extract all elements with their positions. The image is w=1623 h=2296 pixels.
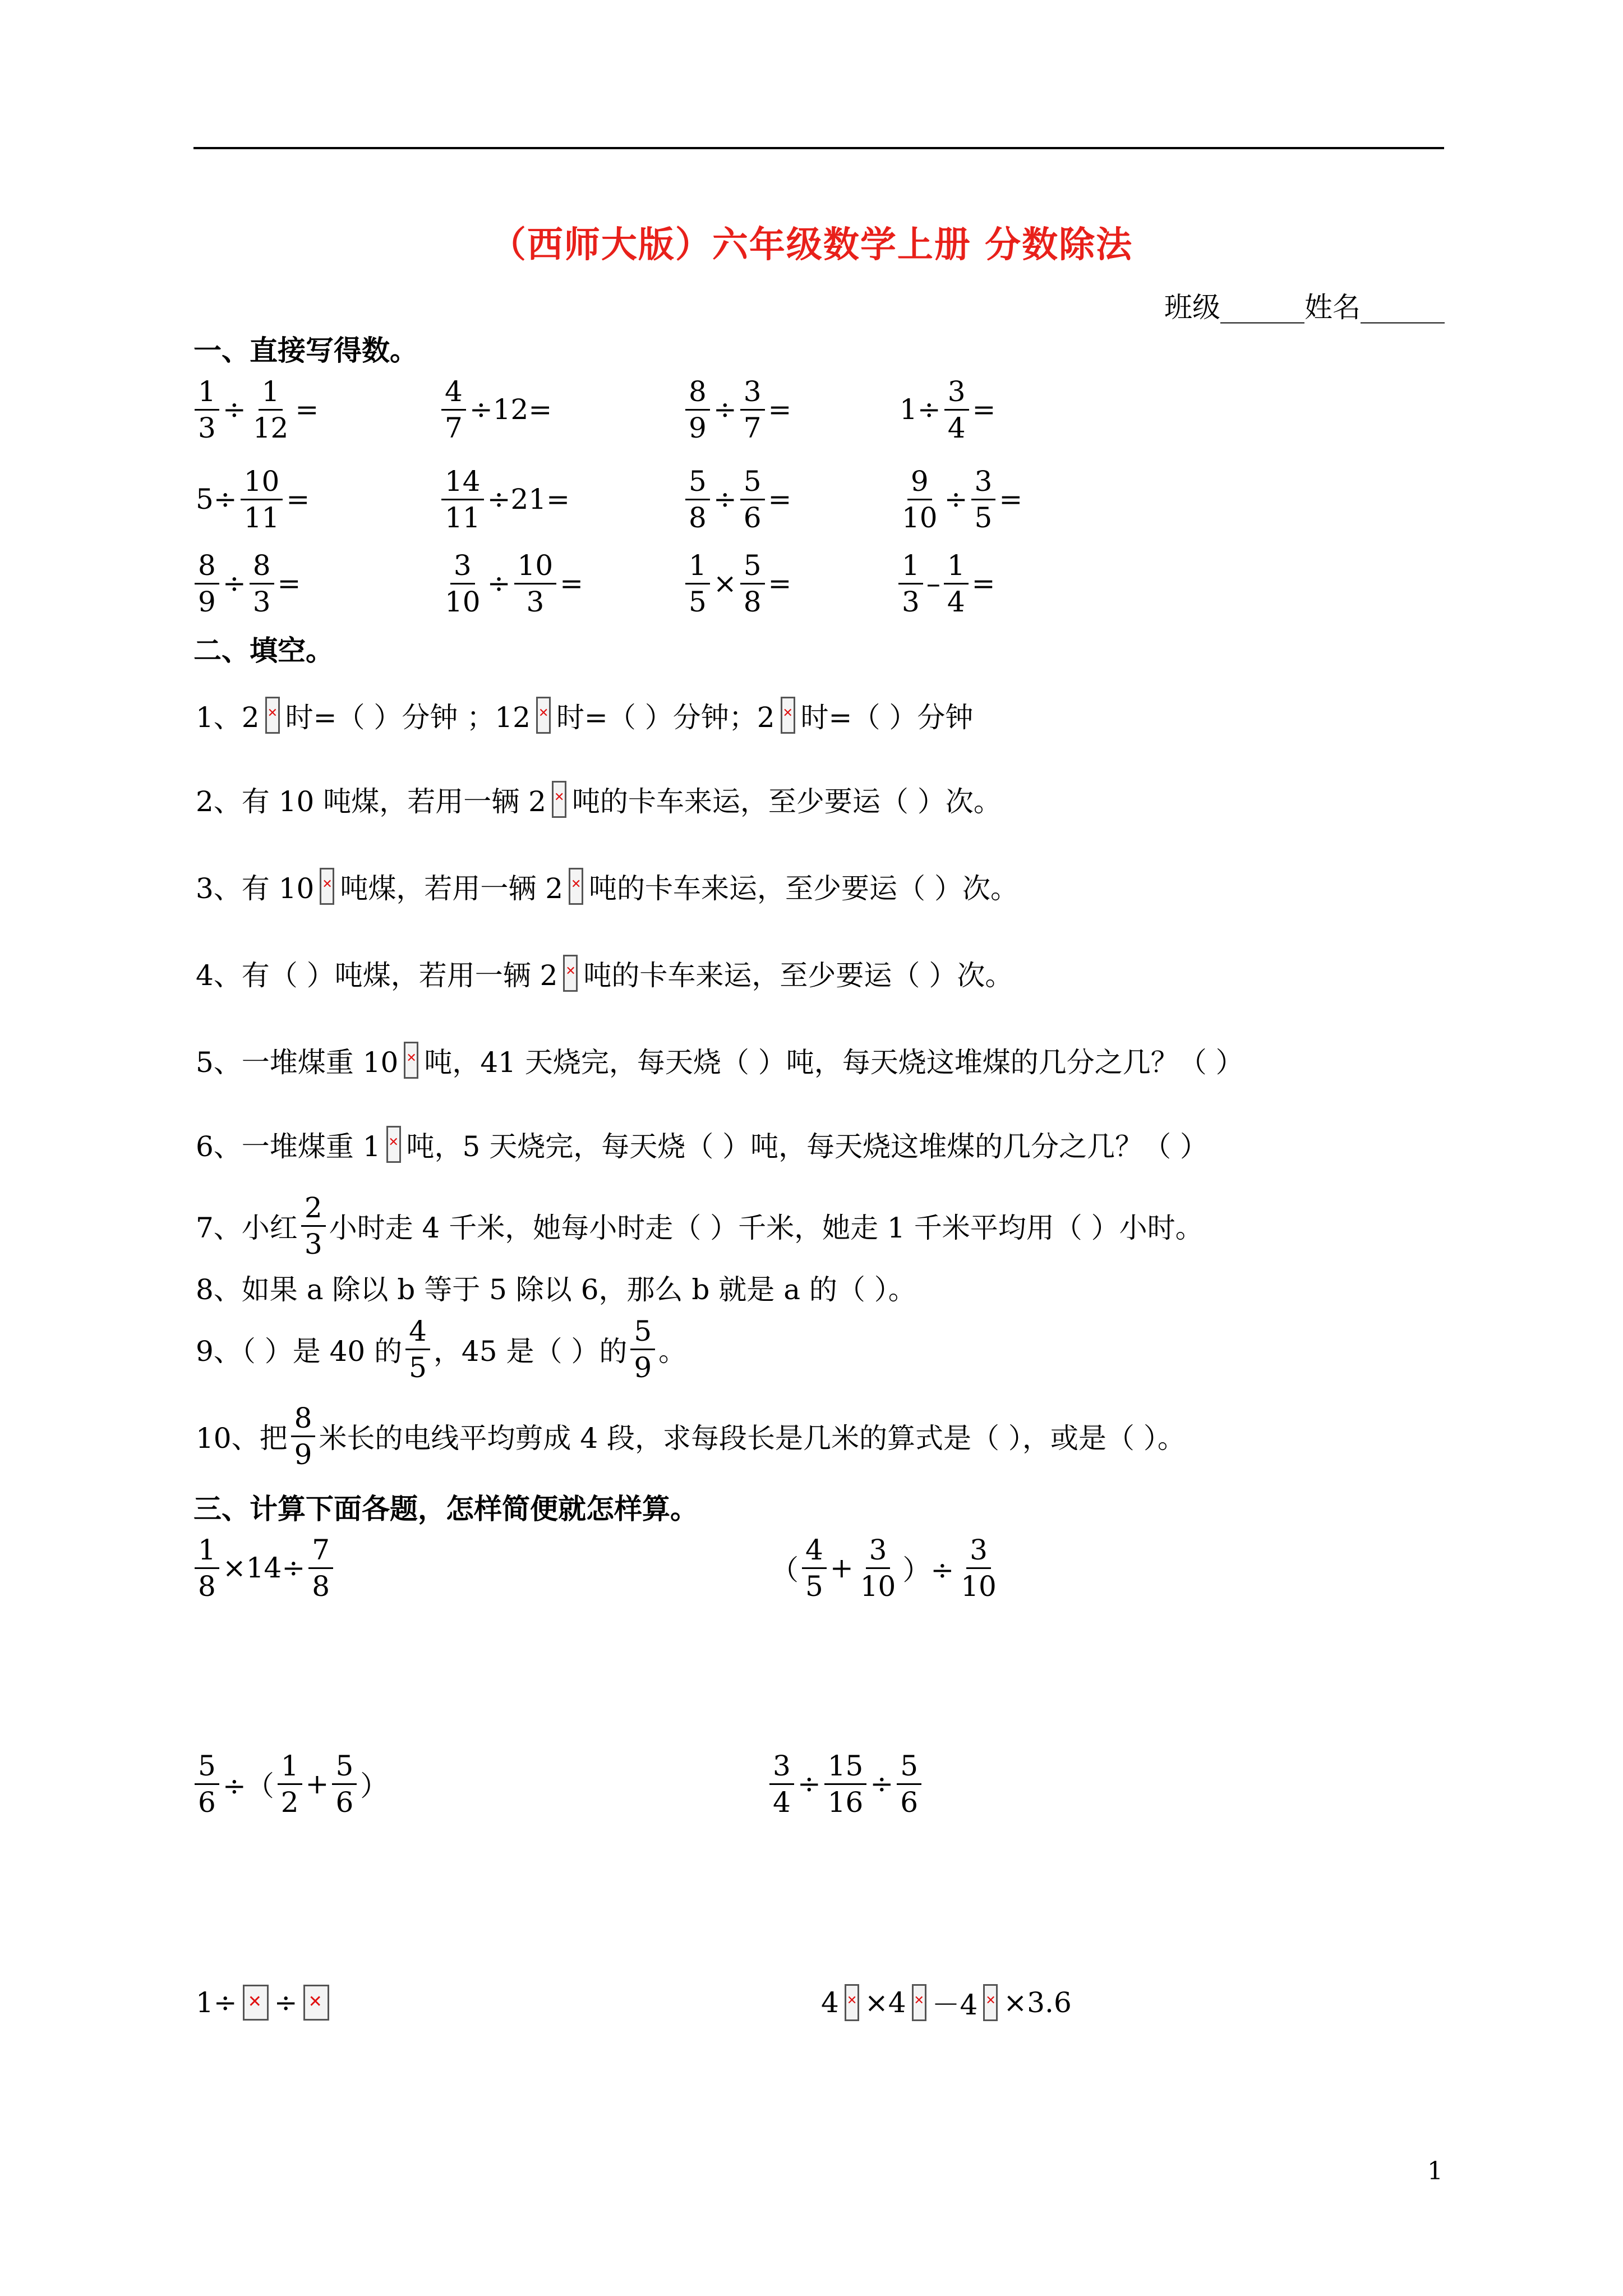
fraction: [971, 464, 996, 534]
numerator: 5: [332, 1752, 357, 1785]
broken-image-icon: [386, 1126, 401, 1163]
denominator: 4: [773, 1786, 791, 1819]
fraction: [514, 551, 557, 616]
fraction: [944, 375, 969, 444]
text-run: 5、一堆煤重 10: [196, 1046, 399, 1079]
calc-problem: [768, 1742, 923, 1826]
text-run: 5÷: [196, 483, 237, 516]
text-run: =: [768, 393, 792, 426]
fraction: [441, 464, 484, 534]
text-run: =: [277, 567, 301, 600]
fraction: [630, 1314, 655, 1384]
denominator: 6: [335, 1786, 354, 1819]
fraction: [278, 1749, 302, 1819]
broken-image-icon: [845, 1984, 859, 2021]
numerator: 5: [740, 467, 765, 500]
fraction: [897, 1749, 921, 1819]
denominator: 10: [902, 501, 938, 534]
broken-image-icon: [563, 955, 578, 992]
text-run: ，45 是（ ）的: [433, 1335, 628, 1368]
text-run: 小时走 4 千米，她每小时走（ ）千米，她走 1 千米平均用（ ）小时。: [329, 1212, 1204, 1244]
denominator: 3: [252, 585, 271, 618]
fraction: [944, 551, 969, 616]
fraction: [740, 551, 765, 616]
fraction: [740, 375, 765, 444]
numerator: 4: [405, 1317, 430, 1350]
calc-problem: [193, 1961, 333, 2045]
text-run: ÷21=: [487, 483, 570, 516]
text-run: 吨的卡车来运，至少要运（ ）次。: [571, 785, 1002, 818]
text-run: ÷: [274, 1986, 298, 2019]
text-run: 吨的卡车来运，至少要运（ ）次。: [589, 872, 1018, 905]
calc-problem: [819, 1961, 1074, 2045]
numerator: 4: [441, 378, 466, 411]
calc-problem: [193, 1742, 390, 1826]
text-run: 4: [821, 1986, 839, 2019]
broken-image-icon: [569, 868, 583, 905]
denominator: 3: [902, 585, 920, 618]
fraction: [685, 464, 710, 534]
denominator: 4: [947, 585, 965, 618]
numerator: 14: [441, 467, 484, 500]
section3-heading: 三、计算下面各题，怎样简便就怎样算。: [193, 1492, 698, 1525]
denominator: 6: [900, 1786, 919, 1819]
denominator: 10: [961, 1570, 997, 1603]
broken-image-icon: [404, 1042, 418, 1079]
denominator: 10: [445, 585, 481, 618]
denominator: 3: [198, 411, 216, 444]
fraction: [769, 1749, 794, 1819]
numerator: 8: [195, 551, 219, 585]
text-run: 7、小红: [196, 1212, 298, 1244]
text-run: +: [305, 1768, 329, 1800]
numerator: 8: [685, 378, 710, 411]
text-run: ×3.6: [1003, 1986, 1072, 2019]
text-run: ÷: [222, 567, 246, 600]
denominator: 3: [304, 1227, 322, 1260]
numerator: 1: [944, 551, 969, 585]
text-run: 2、有 10 吨煤，若用一辆 2: [196, 785, 546, 818]
numerator: 3: [944, 378, 969, 411]
text-run: =: [768, 567, 792, 600]
text-run: 1÷: [196, 1986, 237, 2019]
fraction: [857, 1533, 900, 1603]
text-run: 吨的卡车来运，至少要运（ ）次。: [583, 959, 1013, 992]
text-run: 1、2: [196, 701, 260, 734]
fraction: [291, 1401, 316, 1471]
exercise-item: [440, 367, 554, 452]
denominator: 6: [198, 1786, 216, 1819]
exercise-item: [193, 457, 312, 541]
broken-image-icon: [303, 1985, 329, 2021]
denominator: 12: [252, 411, 289, 444]
text-run: ÷: [713, 483, 737, 516]
text-run: ）÷: [902, 1554, 955, 1586]
fraction: [195, 551, 219, 616]
text-run: +: [829, 1552, 854, 1584]
fraction: [241, 464, 283, 534]
numerator: 3: [450, 551, 475, 585]
text-run: =: [560, 567, 584, 600]
numerator: 1: [195, 378, 219, 411]
numerator: 5: [630, 1317, 655, 1350]
fraction: [250, 375, 292, 444]
numerator: 5: [740, 551, 765, 585]
text-run: ÷: [222, 393, 246, 426]
fill-blank-item: [193, 1310, 689, 1388]
denominator: 11: [445, 501, 481, 534]
text-run: 9、（ ）是 40 的: [196, 1335, 403, 1368]
denominator: 9: [294, 1438, 312, 1471]
exercise-item: [897, 457, 1025, 541]
denominator: 8: [743, 585, 762, 618]
calc-problem: [193, 1526, 334, 1610]
broken-image-icon: [265, 697, 280, 734]
fraction: [685, 375, 710, 444]
exercise-item: [684, 367, 794, 452]
numerator: 3: [966, 1536, 991, 1569]
exercise-item: [897, 367, 998, 452]
fraction: [898, 551, 923, 616]
fraction: [957, 1533, 1000, 1603]
numerator: 4: [802, 1536, 827, 1569]
denominator: 9: [689, 411, 707, 444]
fill-blank-item: [193, 760, 1004, 839]
text-run: －4: [932, 1989, 978, 2021]
denominator: 7: [743, 411, 762, 444]
denominator: 7: [445, 411, 463, 444]
fraction: [195, 1749, 219, 1819]
section2-heading: 二、填空。: [193, 634, 334, 667]
numerator: 3: [866, 1536, 891, 1569]
denominator: 5: [689, 585, 707, 618]
denominator: 2: [280, 1786, 299, 1819]
text-run: –: [926, 567, 940, 600]
denominator: 4: [947, 411, 966, 444]
text-run: =: [768, 483, 792, 516]
top-rule: [193, 147, 1444, 149]
denominator: 8: [689, 501, 707, 534]
fill-blank-item: [193, 847, 1021, 926]
numerator: 1: [278, 1752, 302, 1785]
text-run: ÷: [870, 1768, 894, 1800]
exercise-item: [684, 457, 794, 541]
numerator: 8: [291, 1404, 316, 1437]
numerator: 1: [685, 551, 710, 585]
calc-problem: [768, 1526, 1001, 1610]
page-title: （西师大版）六年级数学上册 分数除法: [490, 224, 1133, 266]
denominator: 16: [827, 1786, 864, 1819]
numerator: 1: [259, 378, 283, 411]
numerator: 1: [898, 551, 923, 585]
text-run: 8、如果 a 除以 b 等于 5 除以 6，那么 b 就是 a 的（ ）。: [196, 1273, 916, 1306]
fill-blank-item: [193, 1397, 1188, 1475]
text-run: 吨，5 天烧完，每天烧（ ）吨，每天烧这堆煤的几分之几？（ ）: [406, 1130, 1209, 1163]
text-run: 6、一堆煤重 1: [196, 1130, 381, 1163]
broken-image-icon: [536, 697, 551, 734]
fraction: [250, 551, 274, 616]
exercise-item: [684, 541, 794, 625]
denominator: 8: [198, 1570, 216, 1603]
text-run: =: [286, 483, 310, 516]
numerator: 10: [241, 467, 283, 500]
text-run: 时=（ ）分钟；2: [556, 701, 775, 734]
text-run: =: [999, 483, 1023, 516]
fraction: [405, 1314, 430, 1384]
exercise-item: [440, 457, 572, 541]
numerator: 8: [250, 551, 274, 585]
text-run: ÷12=: [469, 393, 552, 426]
text-run: 1÷: [900, 393, 941, 426]
text-run: 吨，41 天烧完，每天烧（ ）吨，每天烧这堆煤的几分之几？（ ）: [424, 1046, 1244, 1079]
broken-image-icon: [781, 697, 795, 734]
broken-image-icon: [320, 868, 334, 905]
fraction: [308, 1533, 333, 1603]
fill-blank-item: [193, 1021, 1246, 1099]
numerator: 5: [685, 467, 710, 500]
text-run: 3、有 10: [196, 872, 315, 905]
exercise-item: [193, 541, 303, 625]
numerator: 10: [514, 551, 557, 585]
fraction: [685, 551, 710, 616]
numerator: 15: [824, 1752, 867, 1785]
fraction: [195, 375, 219, 444]
denominator: 11: [243, 501, 280, 534]
broken-image-icon: [243, 1985, 269, 2021]
fraction: [898, 464, 941, 534]
text-run: （: [771, 1554, 799, 1586]
page-number: 1: [1427, 2157, 1443, 2185]
denominator: 5: [974, 501, 993, 534]
text-run: ×14÷: [222, 1552, 306, 1584]
denominator: 5: [409, 1351, 427, 1384]
fraction: [802, 1533, 827, 1603]
fraction: [195, 1533, 219, 1603]
numerator: 1: [195, 1536, 219, 1569]
denominator: 3: [526, 585, 545, 618]
class-name-field: 班级______姓名______: [1164, 291, 1445, 324]
numerator: 9: [907, 467, 932, 500]
text-run: ÷（: [222, 1770, 274, 1802]
denominator: 9: [634, 1351, 652, 1384]
exercise-item: [440, 541, 585, 625]
broken-image-icon: [912, 1984, 926, 2021]
numerator: 5: [897, 1752, 921, 1785]
text-run: 4、有（ ）吨煤，若用一辆 2: [196, 959, 558, 992]
numerator: 3: [769, 1752, 794, 1785]
text-run: ÷: [944, 483, 968, 516]
fill-blank-item: [193, 1105, 1210, 1184]
text-run: =: [295, 393, 319, 426]
text-run: 。: [658, 1335, 687, 1368]
numerator: 2: [301, 1194, 326, 1227]
denominator: 5: [805, 1570, 823, 1603]
broken-image-icon: [552, 781, 566, 818]
fraction: [740, 464, 765, 534]
fraction: [332, 1749, 357, 1819]
fraction: [441, 551, 484, 616]
numerator: 3: [971, 467, 996, 500]
text-run: ÷: [797, 1768, 821, 1800]
denominator: 9: [198, 585, 216, 618]
text-run: 时=（ ）分钟 ；12: [285, 701, 531, 734]
numerator: 7: [308, 1536, 333, 1569]
text-run: 时=（ ）分钟: [800, 701, 974, 734]
broken-image-icon: [983, 1984, 998, 2021]
text-run: 吨煤，若用一辆 2: [340, 872, 564, 905]
text-run: =: [972, 393, 996, 426]
text-run: ×4: [864, 1986, 906, 2019]
denominator: 6: [743, 501, 762, 534]
text-run: =: [971, 567, 995, 600]
fraction: [441, 375, 466, 444]
text-run: 10、把: [196, 1422, 288, 1455]
fill-blank-item: [193, 676, 975, 754]
exercise-item: [897, 541, 998, 625]
section1-heading: 一、直接写得数。: [193, 334, 418, 367]
fill-blank-item: [193, 934, 1015, 1013]
text-run: 米长的电线平均剪成 4 段，求每段长是几米的算式是（ ），或是（ ）。: [319, 1422, 1186, 1455]
exercise-item: [193, 367, 321, 452]
text-run: ×: [713, 567, 737, 600]
text-run: ÷: [487, 567, 511, 600]
numerator: 5: [195, 1752, 219, 1785]
fraction: [824, 1749, 867, 1819]
denominator: 8: [312, 1570, 330, 1603]
text-run: ÷: [713, 393, 737, 426]
numerator: 3: [740, 378, 765, 411]
text-run: ）: [360, 1770, 389, 1802]
denominator: 10: [860, 1570, 896, 1603]
